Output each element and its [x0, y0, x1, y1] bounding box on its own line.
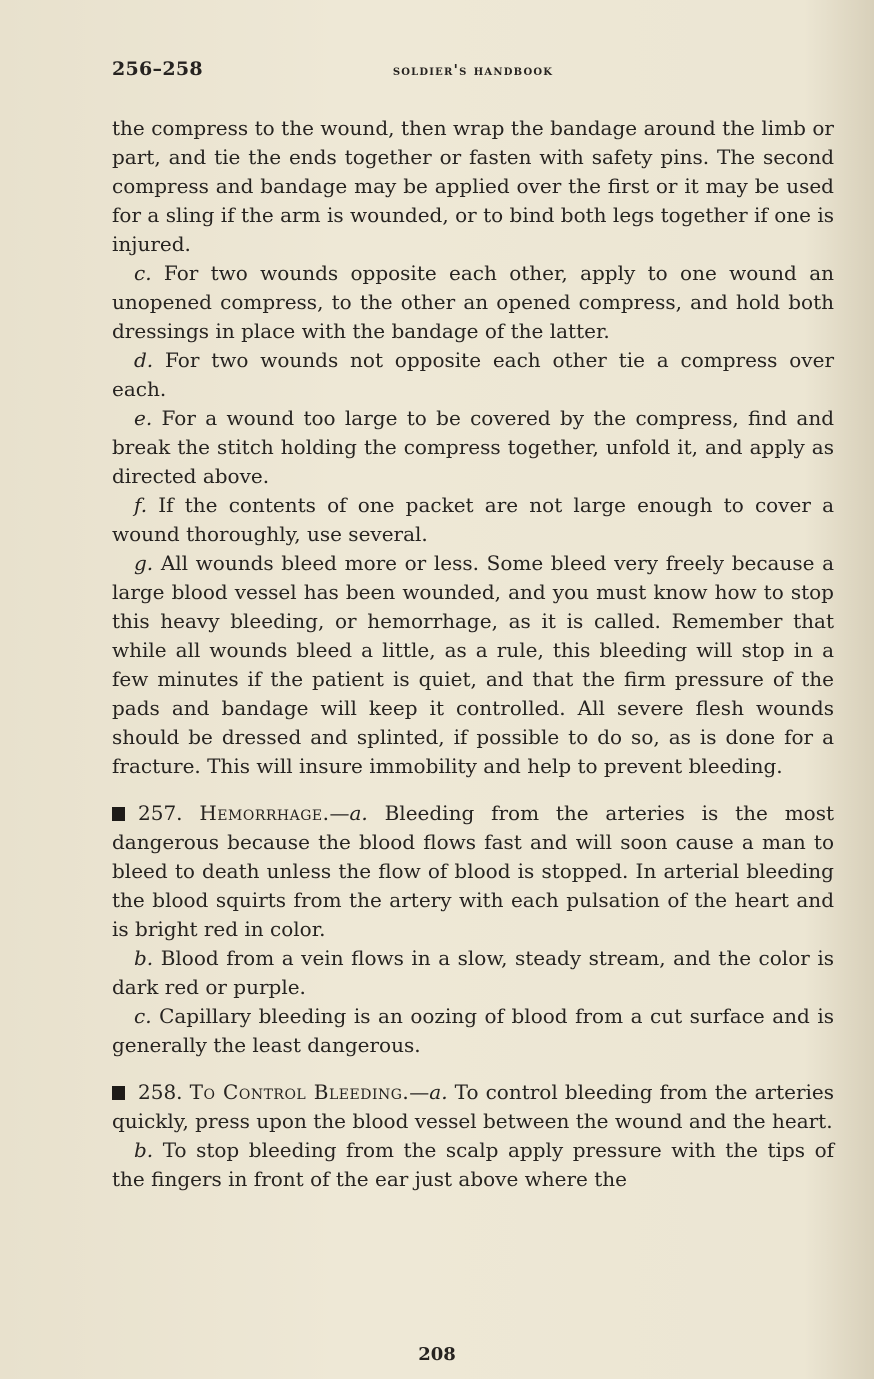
running-header: [112, 58, 834, 88]
item-letter: c.: [134, 1004, 152, 1028]
section-257-paragraph-c: [112, 1002, 834, 1060]
paragraph-e: [112, 404, 834, 491]
page-number: 208: [418, 1344, 456, 1365]
section-marker-icon: [112, 807, 125, 821]
item-text: To stop bleeding from the scalp apply pressure with the tips of the fingers in front of the ear just above where the: [112, 1138, 835, 1191]
section-258-paragraph-a: [112, 1078, 834, 1136]
paragraph-c: [112, 259, 834, 346]
item-letter: c.: [134, 261, 152, 285]
item-text: To control bleeding from the arteries quickly, press upon the blood vessel between the wound and the heart.: [112, 1080, 834, 1133]
item-text: Capillary bleeding is an oozing of blood from a cut surface and is generally the least dangerous.: [112, 1004, 834, 1057]
body-text: [112, 114, 834, 1194]
item-letter: g.: [134, 551, 154, 575]
item-letter: e.: [134, 406, 153, 430]
paragraph-g: [112, 549, 834, 781]
section-number: 257.: [138, 801, 183, 825]
item-text: Blood from a vein flows in a slow, steady stream, and the color is dark red or purple.: [112, 946, 834, 999]
item-letter: f.: [134, 493, 148, 517]
section-dash: —: [329, 801, 350, 825]
item-text: For two wounds not opposite each other tie a compress over each.: [112, 348, 835, 401]
item-letter: d.: [134, 348, 154, 372]
item-text: Bleeding from the arteries is the most dangerous because the blood flows fast and will soon cause a man to bleed to death unless the flow of blood is stopped. In arterial bleeding the blood squirts from the artery with each pulsation of the heart and is bright red in color.: [112, 801, 835, 941]
item-letter: a.: [429, 1080, 448, 1104]
section-257-paragraph-b: [112, 944, 834, 1002]
header-page-range: 256–258: [112, 58, 203, 80]
paragraph-d: [112, 346, 834, 404]
section-257-paragraph-a: [112, 799, 834, 944]
item-letter: a.: [349, 801, 368, 825]
section-title: Hemorrhage.: [199, 801, 330, 825]
section-number: 258.: [138, 1080, 183, 1104]
section-marker-icon: [112, 1086, 125, 1100]
item-letter: b.: [134, 1138, 154, 1162]
paragraph-f: [112, 491, 834, 549]
header-running-title: soldier's handbook: [392, 62, 554, 79]
item-text: If the contents of one packet are not large enough to cover a wound thoroughly, use several.: [112, 493, 834, 546]
section-258-paragraph-b: [112, 1136, 834, 1194]
paragraph-continuation: the compress to the wound, then wrap the bandage around the limb or part, and tie the ends together or fasten with safety pins. The second compress and bandage may be applied over the first or it may be used for a sling if the arm is wounded, or to bind both legs together if one is injured.: [112, 116, 834, 256]
section-dash: —: [409, 1080, 430, 1104]
item-letter: b.: [134, 946, 154, 970]
item-text: All wounds bleed more or less. Some bleed very freely because a large blood vessel has been wounded, and you must know how to stop this heavy bleeding, or hemorrhage, as it is called. Remember that while all wounds bleed a little, as a rule, this bleeding will stop in a few minutes if the patient is quiet, and that the firm pressure of the pads and bandage will keep it controlled. All severe flesh wounds should be dressed and splinted, if possible to do so, as is done for a fracture. This will insure immobility and help to prevent bleeding.: [112, 551, 834, 778]
item-text: For a wound too large to be covered by the compress, find and break the stitch holding the compress together, unfold it, and apply as directed above.: [112, 406, 834, 488]
item-text: For two wounds opposite each other, apply to one wound an unopened compress, to the other an opened compress, and hold both dressings in place with the bandage of the latter.: [112, 261, 835, 343]
section-title: To Control Bleeding.: [189, 1080, 410, 1104]
